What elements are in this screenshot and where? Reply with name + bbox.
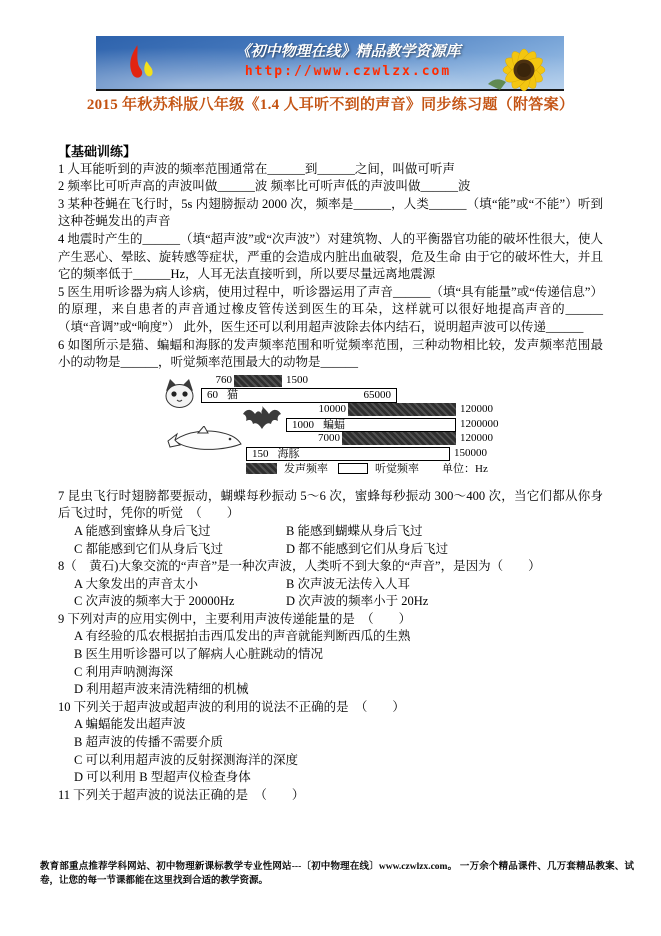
dolphin-name-label: 海豚 xyxy=(277,447,300,460)
question-11: 11 下列关于超声波的说法正确的是 （ ） xyxy=(58,787,305,802)
bat-emit-max-label: 120000 xyxy=(460,402,493,415)
cat-emit-bar xyxy=(234,375,282,387)
bat-emit-min-label: 10000 xyxy=(318,402,346,415)
option: C 都能感到它们从身后飞过 xyxy=(74,541,223,556)
site-name: 《初中物理在线》精品教学资源库 xyxy=(235,44,461,60)
bat-icon xyxy=(243,405,281,434)
dolphin-hear-max-label: 150000 xyxy=(454,446,487,459)
bat-emit-bar xyxy=(348,403,456,416)
section-header: 【基础训练】 xyxy=(58,144,137,159)
question-2: 2 频率比可听声高的声波叫做______波 频率比可听声低的声波叫做______波 xyxy=(58,179,471,194)
question-8-options xyxy=(58,576,603,611)
site-logo-icon xyxy=(122,42,158,86)
option: D 可以利用 B 型超声仪检查身体 xyxy=(74,770,251,785)
cat-hear-max-label: 65000 xyxy=(363,389,391,402)
option: B 次声波无法传入人耳 xyxy=(286,576,410,591)
option: C 次声波的频率大于 20000Hz xyxy=(74,594,235,609)
banner-text xyxy=(208,40,488,79)
bat-name-label: 蝙蝠 xyxy=(323,418,345,431)
question-4: 4 地震时产生的______（填“超声波”或“次声波”）对建筑物、人的平衡器官功能的破坏性很大，使人产生恶心、晕眩、旋转感等症状，严重的会造成内脏出血破裂，危及生命 由于它的破坏性大，并且它的频率低于______Hz，人耳无法直接听到，所以要尽量远离地震源 xyxy=(58,231,603,282)
content-area xyxy=(58,143,603,804)
question-10-options xyxy=(58,716,603,786)
question-10: 10 下列关于超声波或超声波的利用的说法不正确的是 （ ） xyxy=(58,699,405,714)
option: D 都不能感到它们从身后飞过 xyxy=(286,541,449,556)
dolphin-emit-max-label: 120000 xyxy=(460,431,493,444)
question-7-options xyxy=(58,523,603,558)
site-banner xyxy=(96,36,564,91)
dolphin-hear-bar xyxy=(246,447,450,461)
cat-emit-min-label: 760 xyxy=(215,373,232,386)
option: B 能感到蝴蝶从身后飞过 xyxy=(286,523,423,538)
option: B 超声波的传播不需要介质 xyxy=(74,735,223,750)
legend-emit-swatch xyxy=(246,463,277,474)
frequency-range-figure xyxy=(58,373,603,476)
cat-hear-bar xyxy=(201,388,397,403)
question-9: 9 下列对声的应用实例中，主要利用声波传递能量的是 （ ） xyxy=(58,611,412,626)
legend-emit-label: 发声频率 xyxy=(284,462,328,475)
dolphin-hear-min-label: 150 xyxy=(252,447,269,460)
option: C 利用声呐测海深 xyxy=(74,664,173,679)
option: A 大象发出的声音太小 xyxy=(74,576,198,591)
option: A 能感到蜜蜂从身后飞过 xyxy=(74,523,211,538)
unit-label: 单位：Hz xyxy=(442,462,488,475)
cat-name-label: 猫 xyxy=(227,389,238,402)
question-7: 7 昆虫飞行时翅膀都要振动，蝴蝶每秒振动 5～6 次，蜜蜂每秒振动 300～400 次，当它们都从你身后飞过时，凭你的听觉 （ ） xyxy=(58,488,603,521)
sunflower-icon xyxy=(482,40,560,92)
bat-hear-bar xyxy=(286,418,456,432)
dolphin-icon xyxy=(166,426,242,453)
bat-hear-min-label: 1000 xyxy=(292,418,314,431)
option: D 次声波的频率小于 20Hz xyxy=(286,594,429,609)
question-9-options xyxy=(58,628,603,698)
site-url: http://www.czwlzx.com xyxy=(244,64,452,79)
question-3: 3 某种苍蝇在飞行时，5s 内翅膀振动 2000 次，频率是______，人类______（填“能”或“不能”）听到这种苍蝇发出的声音 xyxy=(58,196,603,229)
cat-icon xyxy=(162,378,197,409)
option: A 蝙蝠能发出超声波 xyxy=(74,717,186,732)
option: B 医生用听诊器可以了解病人心脏跳动的情况 xyxy=(74,647,323,662)
page-title: 2015 年秋苏科版八年级《1.4 人耳听不到的声音》同步练习题（附答案） xyxy=(86,97,575,113)
option: C 可以利用超声波的反射探测海洋的深度 xyxy=(74,752,298,767)
legend-hear-swatch xyxy=(338,463,368,474)
footer-note: 教育部重点推荐学科网站、初中物理新课标教学专业性网站---〔初中物理在线〕www.czwlzx.com。 一万余个精品课件、几万套精品教案、试卷，让您的每一节课都能在这里找到合适的教学资源。 xyxy=(40,862,634,886)
option: A 有经验的瓜农根据拍击西瓜发出的声音就能判断西瓜的生熟 xyxy=(74,629,411,644)
question-5: 5 医生用听诊器为病人诊病，使用过程中，听诊器运用了声音______（填“具有能量”或“传递信息”）的原理，来自患者的声音通过橡皮管传送到医生的耳朵，这样就可以很好地提高声音的______（填“音调”或“响度”） 此外，医生还可以利用超声波除去体内结石，说明超声波可以传递______ xyxy=(58,284,603,334)
bat-hear-max-label: 1200000 xyxy=(460,417,499,430)
question-6: 6 如图所示是猫、蝙蝠和海豚的发声频率范围和听觉频率范围，三种动物相比较，发声频率范围最小的动物是______，听觉频率范围最大的动物是______ xyxy=(58,337,603,370)
cat-emit-max-label: 1500 xyxy=(286,373,308,386)
legend-hear-label: 听觉频率 xyxy=(375,462,419,475)
option: D 利用超声波来清洗精细的机械 xyxy=(74,682,249,697)
question-1: 1 人耳能听到的声波的频率范围通常在______到______之间，叫做可听声 xyxy=(58,161,455,176)
question-8: 8（ 黄石)大象交流的“声音”是一种次声波，人类听不到大象的“声音”，是因为（ ） xyxy=(58,559,541,574)
dolphin-emit-bar xyxy=(342,432,456,445)
cat-hear-min-label: 60 xyxy=(207,389,218,402)
dolphin-emit-min-label: 7000 xyxy=(318,431,340,444)
